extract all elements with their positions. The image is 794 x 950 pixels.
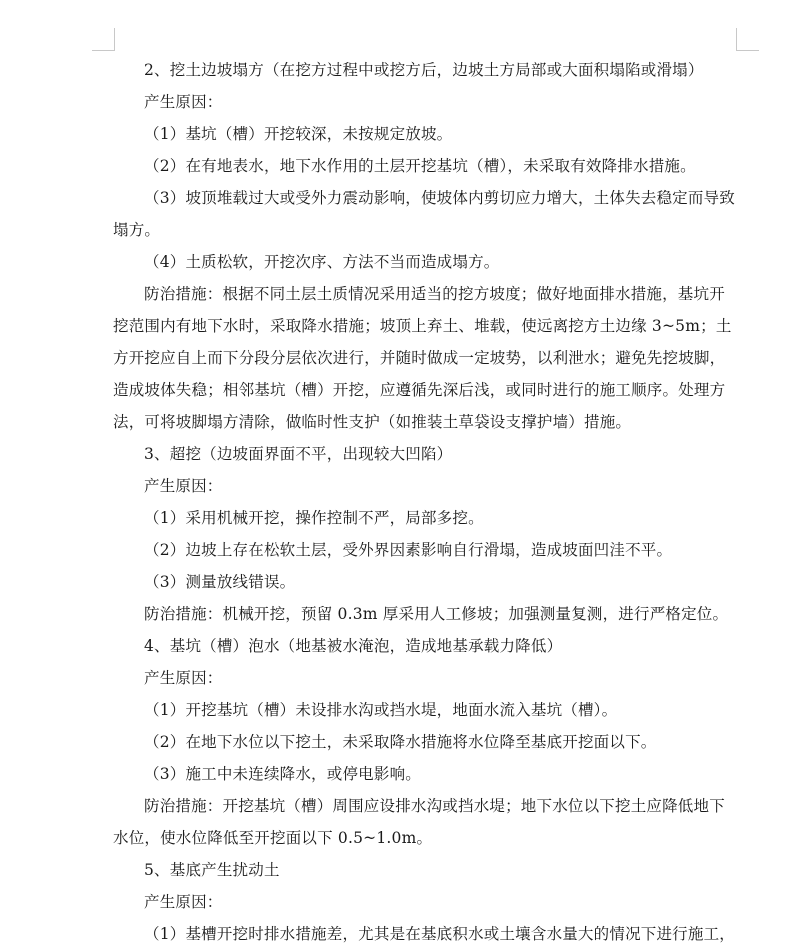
list-item: （1）基槽开挖时排水措施差，尤其是在基底积水或土壤含水量大的情况下进行施工， [144, 925, 735, 943]
section-heading-pit-flooding: 4、基坑（槽）泡水（地基被水淹泡，造成地基承载力降低） [144, 637, 563, 655]
section-heading-overexcavation: 3、超挖（边坡面界面不平，出现较大凹陷） [144, 445, 453, 463]
list-item: （2）在有地表水，地下水作用的土层开挖基坑（槽），未采取有效降排水措施。 [144, 157, 696, 175]
section-heading-slope-collapse: 2、挖土边坡塌方（在挖方过程中或挖方后，边坡土方局部或大面积塌陷或滑塌） [144, 61, 704, 79]
list-item: （2）在地下水位以下挖土，未采取降水措施将水位降至基底开挖面以下。 [144, 733, 657, 751]
paragraph-cause-label: 产生原因： [144, 477, 223, 495]
list-item: （1）基坑（槽）开挖较深，未按规定放坡。 [144, 125, 453, 143]
list-item: （3）测量放线错误。 [144, 573, 296, 591]
paragraph-prevention: 防治措施：机械开挖，预留 0.3m 厚采用人工修坡；加强测量复测，进行严格定位。 [144, 605, 729, 623]
list-item: （2）边坡上存在松软土层，受外界因素影响自行滑塌，造成坡面凹洼不平。 [144, 541, 673, 559]
paragraph-cause-label: 产生原因： [144, 669, 223, 687]
document-body[interactable] [113, 54, 737, 950]
list-item: （3）坡顶堆载过大或受外力震动影响，使坡体内剪切应力增大，土体失去稳定而导致塌方。 [113, 189, 735, 239]
page-corner-mark-top-right [736, 28, 759, 51]
list-item: （3）施工中未连续降水，或停电影响。 [144, 765, 421, 783]
paragraph-cause-label: 产生原因： [144, 93, 223, 111]
paragraph-cause-label: 产生原因： [144, 893, 223, 911]
list-item: （1）开挖基坑（槽）未设排水沟或挡水堤，地面水流入基坑（槽）。 [144, 701, 618, 719]
section-heading-disturbed-soil: 5、基底产生扰动土 [144, 861, 280, 879]
list-item: （1）采用机械开挖，操作控制不严，局部多挖。 [144, 509, 484, 527]
paragraph-prevention: 防治措施：开挖基坑（槽）周围应设排水沟或挡水堤；地下水位以下挖土应降低地下水位，使水位降低至开挖面以下 0.5~1.0m。 [113, 797, 725, 847]
list-item: （4）土质松软，开挖次序、方法不当而造成塌方。 [144, 253, 500, 271]
paragraph-prevention: 防治措施：根据不同土层土质情况采用适当的挖方坡度；做好地面排水措施，基坑开挖范围内有地下水时，采取降水措施；坡顶上弃土、堆载，使远离挖方土边缘 3~5m；土方开挖应自上而下分段分层依次进行，并随时做成一定坡势，以利泄水；避免先挖坡脚，造成坡体失稳；相邻基坑（槽）开挖，应遵循先深后浅，或同时进行的施工顺序。处理方法，可将坡脚塌方清除，做临时性支护（如推装土草袋设支撑护墙）措施。 [113, 285, 732, 431]
page-corner-mark-top-left [92, 28, 115, 51]
